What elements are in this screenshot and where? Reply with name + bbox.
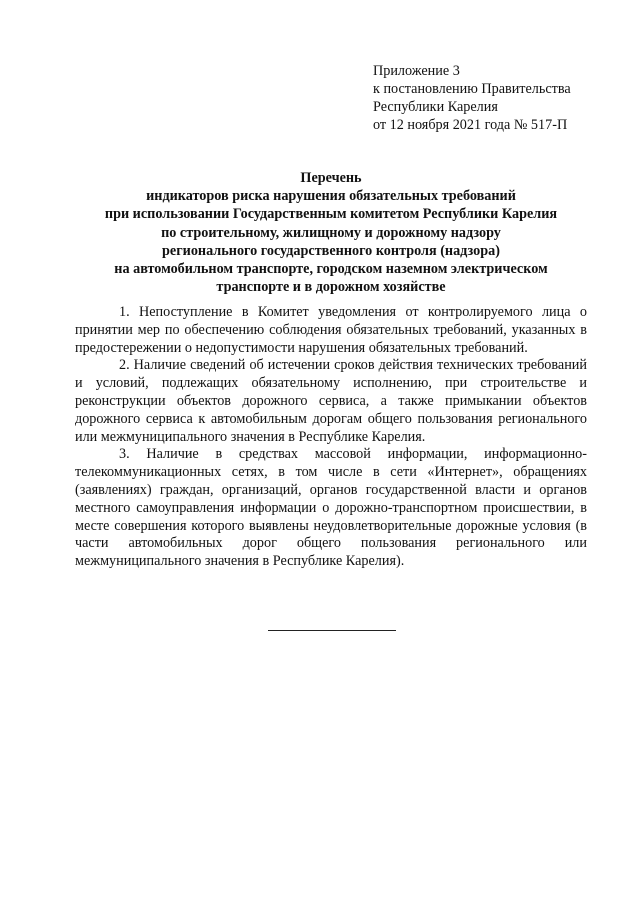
appendix-reference: к постановлению Правительства [373, 81, 571, 97]
document-title [70, 169, 592, 296]
list-item: 1. Непоступление в Комитет уведомления от контролируемого лица о принятии мер по обеспечению соблюдения обязательных требований, указанных в предостережении о недопустимости нарушения обязательных требований. [75, 304, 587, 356]
title-line: по строительному, жилищному и дорожному надзору [161, 224, 501, 241]
closing-divider [268, 630, 396, 631]
list-item: 3. Наличие в средствах массовой информации, информационно-телекоммуникационных сетях, в том числе в сети «Интернет», обращениях (заявлениях) граждан, организаций, органов государственной власти и органов местного самоуправления информации о дорожно-транспортном происшествии, в месте совершения которого выявлены неудовлетворительные дорожные условия (в части автомобильных дорог общего пользования регионального или межмуниципального значения в Республике Карелия). [75, 446, 587, 570]
appendix-number: Приложение 3 [373, 63, 460, 79]
title-line: транспорте и в дорожном хозяйстве [216, 279, 446, 296]
title-line: на автомобильном транспорте, городском наземном электрическом [114, 261, 548, 278]
appendix-republic: Республики Карелия [373, 99, 498, 115]
appendix-date: от 12 ноября 2021 года № 517-П [373, 117, 568, 133]
title-line: при использовании Государственным комитетом Республики Карелия [104, 206, 558, 223]
document-body [75, 304, 587, 571]
title-line: Перечень [300, 170, 362, 186]
title-line: регионального государственного контроля (надзора) [162, 242, 500, 259]
appendix-block [373, 62, 613, 134]
title-line: индикаторов риска нарушения обязательных требований [146, 188, 516, 205]
list-item: 2. Наличие сведений об истечении сроков действия технических требований и условий, подлежащих обязательному исполнению, при строительстве и реконструкции объектов дорожного сервиса, а также примыкании объектов дорожного сервиса к автомобильным дорогам общего пользования регионального или межмуниципального значения в Республике Карелия. [75, 357, 587, 445]
